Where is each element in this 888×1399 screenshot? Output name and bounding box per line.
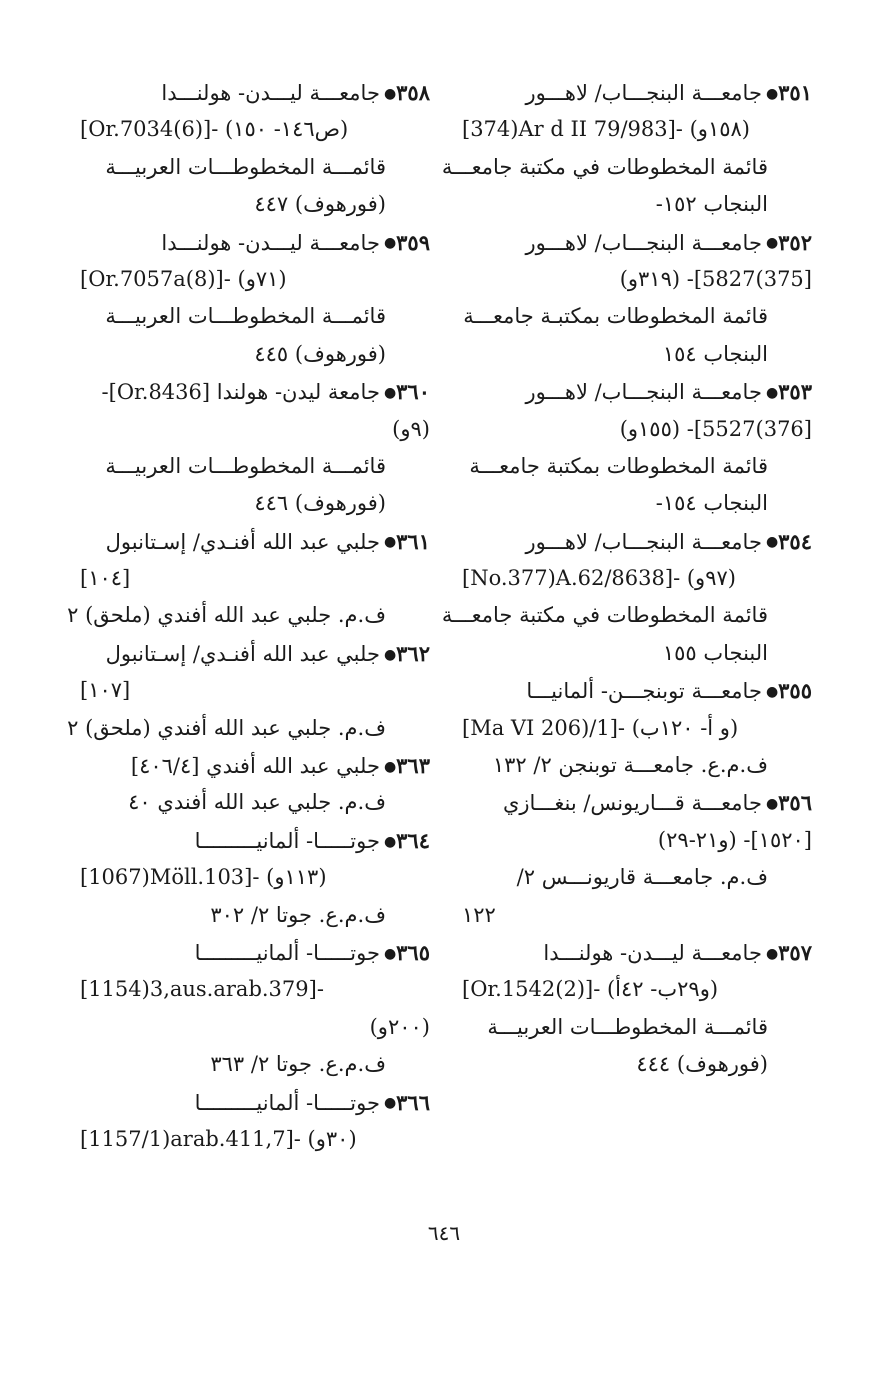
right-column — [441, 74, 812, 1084]
entry-shelfmark: [374)Ar d II 79/983]- (١٥٨و) — [462, 117, 750, 142]
entry-reference: ف.م. جامعـــة قاريونـــس ٢/ — [516, 865, 768, 890]
entry-title: جلبي عبد الله أفنـدي/ إسـتانبول — [105, 529, 380, 554]
entry-title: جوتـــــا- ألمانيـــــــــا — [194, 940, 380, 965]
entry-title: جامعـــة البنجـــاب/ لاهـــور — [525, 529, 762, 554]
entry-reference: البنجاب ١٥٤ — [662, 341, 768, 366]
entry-reference: البنجاب ١٥٢- — [655, 192, 768, 217]
entry-number: ٣٦١ — [396, 528, 430, 554]
entry-reference: ف.م. جلبي عبد الله أفندي (ملحق) ٢ — [67, 603, 386, 628]
entry-title: جامعة ليدن- هولندا [Or.8436]- — [101, 380, 380, 405]
entry-shelfmark: [No.377)A.62/8638]- (٩٧و) — [462, 566, 736, 591]
entry-shelfmark: [١٠٧] — [80, 678, 131, 703]
entry-title: جلبي عبد الله أفندي [٤٠٦/٤] — [130, 754, 380, 779]
bullet-icon: ● — [383, 758, 397, 775]
entry-reference: قائمة المخطوطات بمكتبـة جامعـــة — [463, 304, 768, 329]
entry-reference: قائمـــة المخطوطـــات العربيـــة — [487, 1014, 768, 1039]
bullet-icon: ● — [383, 1095, 397, 1112]
entry-number: ٣٥٧ — [778, 939, 812, 965]
entry-reference: البنجاب ١٥٤- — [655, 491, 768, 516]
bullet-icon: ● — [383, 945, 397, 962]
entry-number: ٣٦٥ — [396, 939, 430, 965]
entry-title: جامعـــة ليـــدن- هولنـــدا — [161, 230, 380, 255]
entry-reference: قائمـــة المخطوطـــات العربيـــة — [105, 154, 386, 179]
entry-heading — [80, 523, 430, 560]
entry-shelfmark: [375)5827]- (٣١٩و) — [619, 266, 812, 291]
entry-number: ٣٥٥ — [778, 678, 812, 704]
entry-shelfmark: [1067)Möll.103]- (١١٣و) — [80, 865, 327, 890]
entry-heading — [80, 934, 430, 971]
entry-heading — [80, 74, 430, 111]
entry-heading — [462, 523, 812, 560]
entry-heading — [462, 672, 812, 709]
entry-reference: ف.م.ع. جوتا ٢/ ٣٠٢ — [210, 902, 386, 927]
entry-shelfmark: [Or.1542(2)]- (و٢٩ب- ٤٢أ) — [462, 977, 719, 1002]
entry-shelfmark: [1157/1)arab.411,7]- (٣٠و) — [80, 1126, 357, 1151]
entry-heading — [462, 784, 812, 821]
bullet-icon: ● — [383, 384, 397, 401]
entry-heading — [462, 934, 812, 971]
entry-heading — [80, 747, 430, 784]
entry-reference: (فورهوف) ٤٤٦ — [254, 491, 386, 516]
entry-reference: قائمة المخطوطات بمكتبة جامعـــة — [469, 453, 768, 478]
entry-heading — [462, 224, 812, 261]
entry-title: جوتـــــا- ألمانيـــــــــا — [194, 828, 380, 853]
entry-heading — [462, 74, 812, 111]
entry-reference: قائمة المخطوطات في مكتبة جامعـــة — [441, 154, 768, 179]
entry-number: ٣٥٤ — [778, 528, 812, 554]
entry-reference: قائمة المخطوطات في مكتبة جامعـــة — [441, 603, 768, 628]
entry-title: جوتـــــا- ألمانيـــــــــا — [194, 1090, 380, 1115]
entry-reference: (فورهوف) ٤٤٤ — [636, 1052, 768, 1077]
bullet-icon: ● — [765, 945, 779, 962]
entry-reference: (فورهوف) ٤٤٥ — [254, 341, 386, 366]
bullet-icon: ● — [765, 85, 779, 102]
bullet-icon: ● — [765, 235, 779, 252]
entry-reference: (فورهوف) ٤٤٧ — [254, 192, 386, 217]
entry-reference: ف.م. جلبي عبد الله أفندي (ملحق) ٢ — [67, 715, 386, 740]
entry-reference: قائمـــة المخطوطـــات العربيـــة — [105, 304, 386, 329]
left-column — [67, 74, 430, 1158]
entry-title: جامعـــة البنجـــاب/ لاهـــور — [525, 380, 762, 405]
bullet-icon: ● — [383, 85, 397, 102]
entry-shelfmark: [١٠٤] — [80, 566, 131, 591]
entry-reference: البنجاب ١٥٥ — [662, 640, 768, 665]
entry-number: ٣٦٤ — [396, 827, 430, 853]
entry-shelfmark: [Ma VI 206)/1]- (و أ- ١٢٠ب) — [462, 715, 739, 740]
entry-heading — [80, 635, 430, 672]
bullet-icon: ● — [383, 534, 397, 551]
entry-heading — [462, 373, 812, 410]
bullet-icon: ● — [765, 684, 779, 701]
entry-shelfmark: [Or.7034(6)]- (ص١٤٦- ١٥٠) — [80, 117, 349, 142]
entry-title: جامعـــة ليـــدن- هولنـــدا — [543, 940, 762, 965]
entry-number: ٣٦٠ — [396, 379, 430, 405]
entry-number: ٣٥١ — [778, 80, 812, 105]
entry-number: ٣٦٣ — [396, 753, 430, 779]
entry-title: جامعـــة قـــاريونس/ بنغـــازي — [502, 791, 762, 816]
entry-title: جامعـــة البنجـــاب/ لاهـــور — [525, 81, 762, 105]
entry-reference: ١٢٢ — [462, 902, 496, 927]
entry-reference: قائمـــة المخطوطـــات العربيـــة — [105, 453, 386, 478]
entry-shelfmark: [١٥٢٠]- (و٢١-٢٩) — [657, 827, 812, 852]
entry-title: جامعـــة ليـــدن- هولنـــدا — [161, 81, 380, 105]
entry-number: ٣٥٢ — [778, 229, 812, 255]
entry-title: جامعـــة البنجـــاب/ لاهـــور — [525, 230, 762, 255]
entry-shelfmark: (٩و) — [392, 416, 430, 441]
entry-heading — [80, 822, 430, 859]
entry-reference: ف.م.ع. جامعـــة توبنجن ٢/ ١٣٢ — [492, 753, 768, 778]
entry-number: ٣٦٦ — [396, 1089, 430, 1115]
bullet-icon: ● — [383, 646, 397, 663]
entry-number: ٣٥٣ — [778, 379, 812, 405]
entry-title: جلبي عبد الله أفنـدي/ إسـتانبول — [105, 641, 380, 666]
entry-reference: ف.م. جلبي عبد الله أفندي ٤٠ — [128, 790, 386, 815]
entry-shelfmark: [Or.7057a(8)]- (٧١و) — [80, 266, 287, 291]
entry-number: ٣٥٩ — [396, 229, 430, 255]
bullet-icon: ● — [765, 384, 779, 401]
bullet-icon: ● — [765, 534, 779, 551]
entry-heading — [80, 1084, 430, 1121]
entry-shelfmark: (٢٠٠و) — [369, 1014, 430, 1039]
entry-number: ٣٦٢ — [396, 640, 430, 666]
bullet-icon: ● — [765, 796, 779, 813]
entry-reference: ف.م.ع. جوتا ٢/ ٣٦٣ — [210, 1052, 386, 1077]
entry-heading — [80, 373, 430, 410]
bullet-icon: ● — [383, 833, 397, 850]
page-number: ٦٤٦ — [427, 1221, 461, 1245]
entry-number: ٣٥٦ — [778, 790, 812, 816]
entry-title: جامعـــة توبنجـــن- ألمانيـــا — [526, 679, 762, 704]
bullet-icon: ● — [383, 235, 397, 252]
entry-shelfmark: [1154)3,aus.arab.379]- — [80, 977, 324, 1002]
entry-number: ٣٥٨ — [396, 80, 430, 105]
entry-shelfmark: [376)5527]- (١٥٥و) — [619, 416, 812, 441]
entry-heading — [80, 224, 430, 261]
